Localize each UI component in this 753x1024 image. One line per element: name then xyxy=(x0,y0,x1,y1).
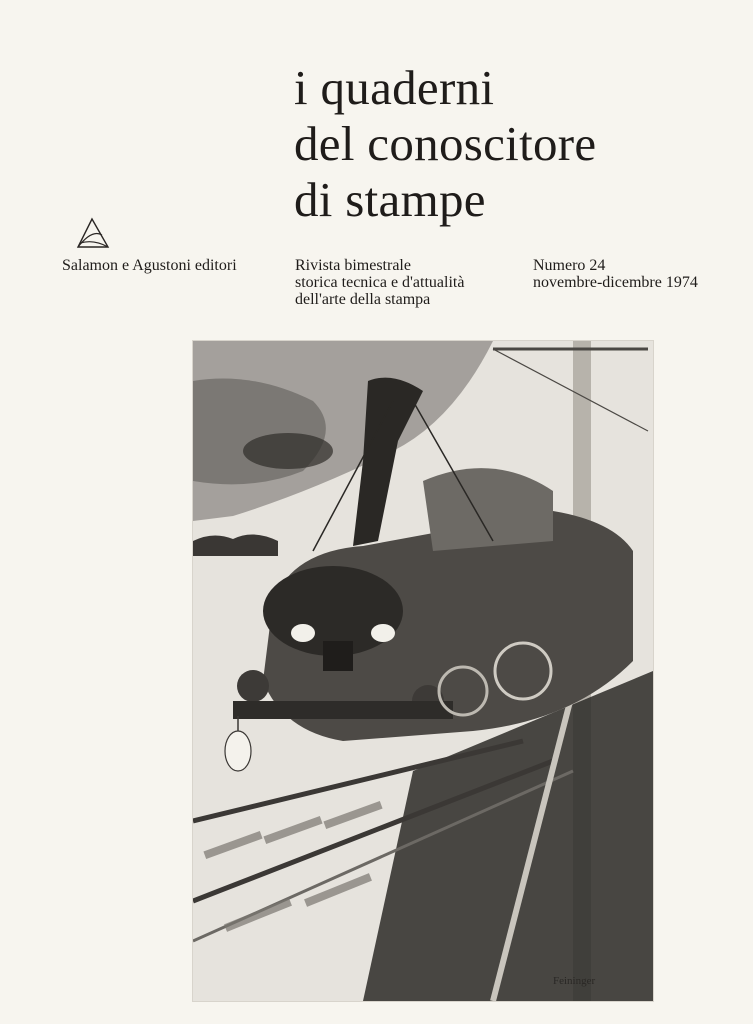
issue-date: novembre-dicembre 1974 xyxy=(533,274,698,291)
description-line-1: Rivista bimestrale xyxy=(295,257,411,274)
title-line-3: di stampe xyxy=(294,172,486,227)
issue-info xyxy=(533,257,698,291)
cover-artwork-locomotive-lithograph xyxy=(192,340,654,1002)
artwork-signature: Feininger xyxy=(553,975,596,987)
publisher-name: Salamon e Agustoni editori xyxy=(62,257,237,274)
issue-number: Numero 24 xyxy=(533,257,606,274)
description-line-2: storica tecnica e d'attualità xyxy=(295,274,465,291)
magazine-description xyxy=(295,257,464,308)
title-line-1: i quaderni xyxy=(294,60,495,115)
description-line-3: dell'arte della stampa xyxy=(295,291,431,308)
triangle-emblem-icon xyxy=(72,215,112,255)
title-line-2: del conoscitore xyxy=(294,116,597,171)
magazine-title xyxy=(294,60,734,228)
